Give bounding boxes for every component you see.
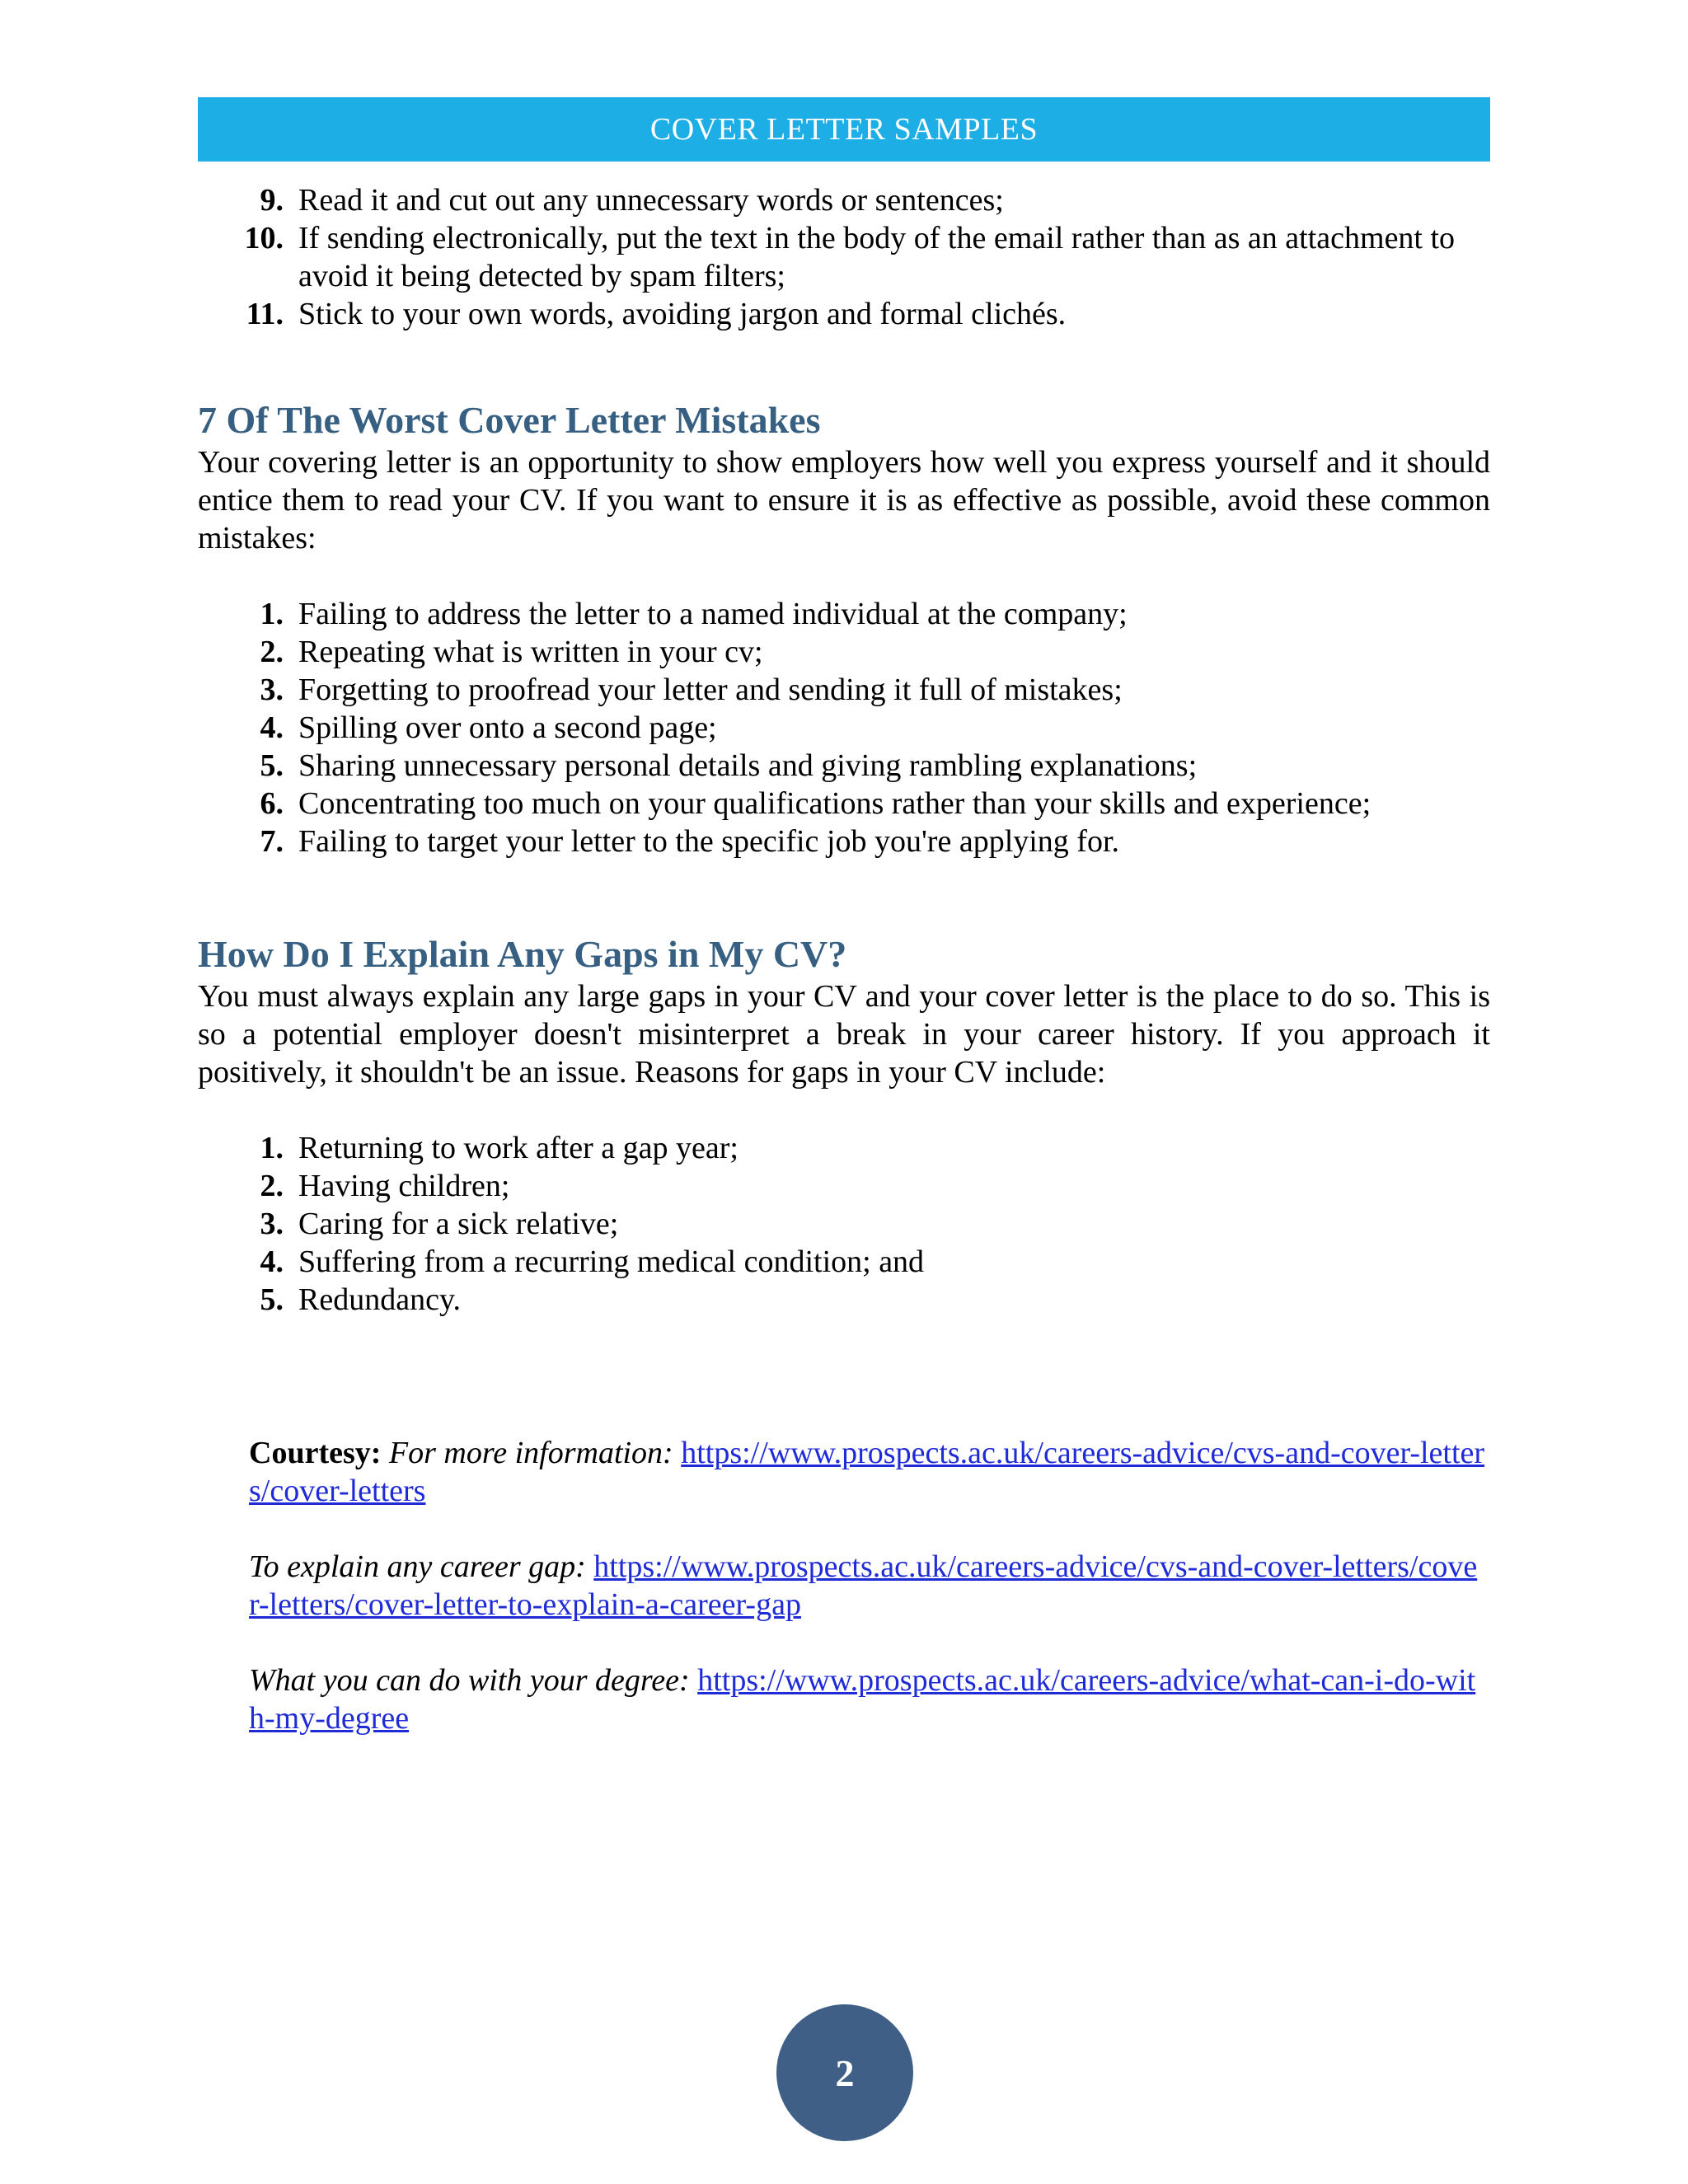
- list-item-text: Repeating what is written in your cv;: [298, 635, 763, 669]
- list-item-text: Having children;: [298, 1169, 510, 1203]
- tips-list-continued: [198, 181, 1490, 333]
- list-item-text: Redundancy.: [298, 1282, 461, 1317]
- gaps-list: [198, 1129, 1490, 1319]
- courtesy-more-info: [249, 1434, 1485, 1510]
- list-item-text: Sharing unnecessary personal details and giving rambling explanations;: [298, 748, 1198, 783]
- page-header-bar: [198, 97, 1490, 162]
- list-item: [198, 1205, 1490, 1243]
- list-item-text: Failing to address the letter to a named individual at the company;: [298, 597, 1128, 631]
- list-item-text: Returning to work after a gap year;: [298, 1131, 738, 1165]
- career-gap-label: To explain any career gap:: [249, 1549, 586, 1584]
- gaps-heading: How Do I Explain Any Gaps in My CV?: [198, 933, 847, 975]
- list-item: [198, 709, 1490, 747]
- list-item-number: 5.: [260, 1282, 284, 1317]
- list-item-text: Failing to target your letter to the specific job you're applying for.: [298, 824, 1120, 859]
- courtesy-degree: [249, 1661, 1485, 1737]
- list-item-text: Stick to your own words, avoiding jargon and formal clichés.: [298, 297, 1067, 331]
- list-item-text: Forgetting to proofread your letter and sending it full of mistakes;: [298, 673, 1123, 707]
- list-item: [198, 671, 1490, 709]
- page-number-badge: [776, 2004, 913, 2141]
- list-item-number: 2.: [260, 1169, 284, 1203]
- mistakes-intro-paragraph: Your covering letter is an opportunity to show employers how well you express yourself and it should entice them to read your CV. If you want to ensure it is as effective as possible, avoid these common mistakes:: [198, 445, 1490, 555]
- list-item-text: If sending electronically, put the text in the body of the email rather than as an attachment to avoid it being detected by spam filters;: [298, 221, 1456, 293]
- list-item-number: 4.: [260, 1244, 284, 1279]
- list-item-number: 5.: [260, 748, 284, 783]
- courtesy-career-gap: [249, 1548, 1485, 1624]
- list-item-number: 10.: [244, 221, 284, 255]
- list-item-number: 1.: [260, 1131, 284, 1165]
- list-item: [198, 1167, 1490, 1205]
- list-item-text: Read it and cut out any unnecessary words or sentences;: [298, 183, 1004, 218]
- list-item: [198, 295, 1490, 333]
- list-item-text: Suffering from a recurring medical condition; and: [298, 1244, 925, 1279]
- courtesy-label: Courtesy:: [249, 1436, 382, 1470]
- list-item-number: 3.: [260, 673, 284, 707]
- mistakes-heading: 7 Of The Worst Cover Letter Mistakes: [198, 399, 821, 441]
- list-item: [198, 633, 1490, 671]
- list-item-number: 6.: [260, 786, 284, 821]
- list-item-number: 9.: [260, 183, 284, 218]
- career-gap-link[interactable]: https://www.prospects.ac.uk/careers-advice/cvs-and-cover-letters/cover-letters/cover-letter-to-explain-a-career-gap: [249, 1549, 1478, 1622]
- list-item: [198, 747, 1490, 785]
- list-item-number: 2.: [260, 635, 284, 669]
- list-item-text: Caring for a sick relative;: [298, 1207, 619, 1241]
- list-item-text: Concentrating too much on your qualifications rather than your skills and experience;: [298, 786, 1372, 821]
- list-item: [198, 1129, 1490, 1167]
- courtesy-section: [249, 1434, 1485, 1737]
- list-item: [198, 1243, 1490, 1281]
- list-item: [198, 1281, 1490, 1319]
- list-item-number: 1.: [260, 597, 284, 631]
- list-item: [198, 595, 1490, 633]
- more-info-link[interactable]: https://www.prospects.ac.uk/careers-advice/cvs-and-cover-letters/cover-letters: [249, 1436, 1485, 1508]
- degree-label: What you can do with your degree:: [249, 1663, 690, 1698]
- mistakes-list: [198, 595, 1490, 860]
- list-item: [198, 181, 1490, 219]
- document-page: [198, 97, 1490, 1775]
- list-item-text: Spilling over onto a second page;: [298, 710, 717, 745]
- list-item-number: 4.: [260, 710, 284, 745]
- list-item: [198, 785, 1490, 823]
- degree-link[interactable]: https://www.prospects.ac.uk/careers-advice/what-can-i-do-with-my-degree: [249, 1663, 1476, 1736]
- list-item-number: 3.: [260, 1207, 284, 1241]
- page-header-title: COVER LETTER SAMPLES: [649, 112, 1039, 147]
- list-item: [198, 219, 1490, 295]
- page-number: 2: [835, 2051, 855, 2094]
- list-item-number: 11.: [246, 297, 284, 331]
- list-item: [198, 823, 1490, 860]
- gaps-intro-paragraph: You must always explain any large gaps in your CV and your cover letter is the place to do so. This is so a potential employer doesn't misinterpret a break in your career history. If you approach it positively, it shouldn't be an issue. Reasons for gaps in your CV include:: [198, 979, 1490, 1090]
- list-item-number: 7.: [260, 824, 284, 859]
- more-info-label: For more information:: [388, 1436, 673, 1470]
